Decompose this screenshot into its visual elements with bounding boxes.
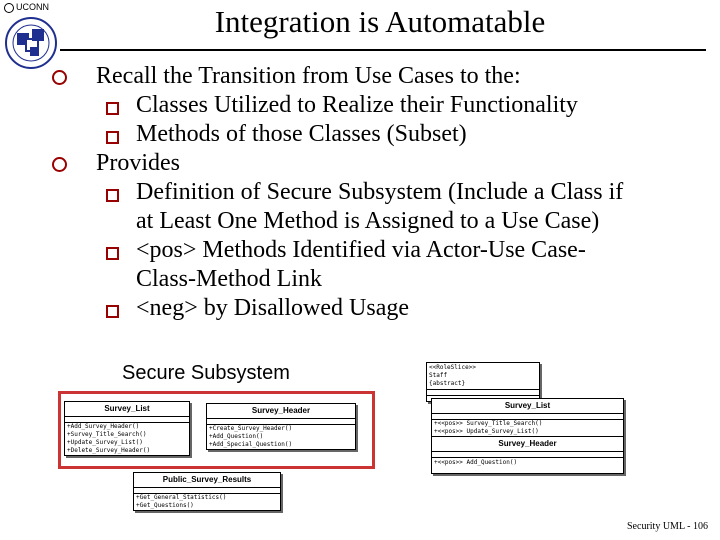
class-operation: +Add_Special_Question() — [209, 441, 293, 448]
class-operation: +Get_General_Statistics() — [136, 494, 227, 501]
sub-bullet-text-continued: Class-Method Link — [136, 266, 322, 292]
sub-bullet-item — [30, 236, 720, 294]
bullet-list — [30, 62, 720, 323]
class-tagged-value: {abstract} — [429, 380, 466, 387]
square-bullet-icon — [106, 131, 119, 144]
attribute-compartment — [427, 389, 539, 396]
sub-bullet-item — [30, 178, 720, 236]
sub-bullet-item — [30, 294, 720, 323]
class-operation: +Update_Survey_List() — [67, 439, 143, 446]
square-bullet-icon — [106, 102, 119, 115]
logo-text: UCONN — [16, 2, 49, 12]
class-operation: +<<pos>> Add_Question() — [434, 459, 518, 466]
class-operation: +Survey_Title_Search() — [67, 431, 147, 438]
circle-bullet-icon — [52, 70, 67, 85]
class-name: Survey_Header — [207, 404, 355, 419]
class-name: Survey_List — [432, 399, 623, 414]
sub-bullet-item — [30, 120, 720, 149]
class-header-compartment — [427, 363, 539, 389]
sub-bullet-text: <pos> Methods Identified via Actor-Use Case- — [136, 237, 586, 263]
bullet-text: Recall the Transition from Use Cases to the: — [96, 63, 521, 89]
slide-title: Integration is Automatable — [214, 4, 546, 39]
class-name: Survey_Header — [432, 437, 623, 452]
sub-bullet-text: Definition of Secure Subsystem (Include a Class if — [136, 179, 624, 205]
sub-bullet-item — [30, 91, 720, 120]
uml-roleslice-staff — [426, 362, 540, 402]
operation-compartment — [65, 423, 189, 455]
title-divider — [60, 49, 706, 51]
sub-bullet-text: <neg> by Disallowed Usage — [136, 295, 410, 321]
operation-compartment — [134, 494, 280, 510]
bullet-item — [30, 62, 720, 91]
class-operation: +<<pos>> Survey_Title_Search() — [434, 420, 543, 427]
class-stereotype: <<RoleSlice>> — [429, 364, 476, 371]
square-bullet-icon — [106, 305, 119, 318]
class-name: Public_Survey_Results — [134, 473, 280, 488]
uml-class-public-survey-results — [133, 472, 281, 511]
class-operation: +Get_Questions() — [136, 502, 194, 509]
class-operation: +Add_Survey_Header() — [67, 423, 140, 430]
diagram-title: Secure Subsystem — [122, 362, 290, 384]
operation-compartment — [207, 425, 355, 449]
bullet-item — [30, 149, 720, 178]
slide-footer: Security UML - 106 — [627, 521, 709, 532]
operation-compartment — [432, 458, 623, 473]
sub-bullet-text-continued: at Least One Method is Assigned to a Use Case) — [136, 208, 600, 234]
circle-bullet-icon — [52, 157, 67, 172]
uml-role-classes-box — [431, 398, 624, 474]
operation-compartment — [432, 420, 623, 437]
bullet-text: Provides — [96, 150, 180, 176]
class-operation: +<<pos>> Update_Survey_List() — [434, 428, 539, 435]
sub-bullet-text: Classes Utilized to Realize their Functionality — [136, 92, 578, 118]
class-name: Staff — [429, 372, 448, 379]
class-operation: +Create_Survey_Header() — [209, 425, 293, 432]
square-bullet-icon — [106, 189, 119, 202]
class-name: Survey_List — [65, 402, 189, 417]
uml-class-survey-list — [64, 401, 190, 456]
class-operation: +Delete_Survey_Header() — [67, 447, 151, 454]
uml-class-survey-header — [206, 403, 356, 450]
sub-bullet-text: Methods of those Classes (Subset) — [136, 121, 467, 147]
class-operation: +Add_Question() — [209, 433, 264, 440]
square-bullet-icon — [106, 247, 119, 260]
